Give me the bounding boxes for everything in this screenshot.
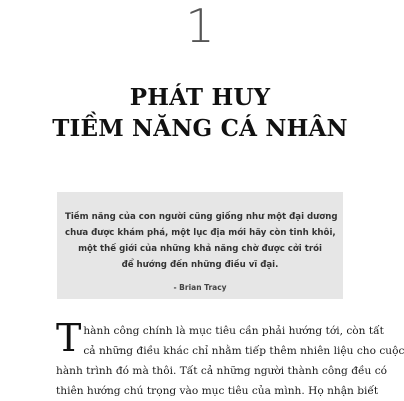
- body-line: hành trình đó mà thôi. Tất cả những người thành công đều có: [56, 365, 388, 377]
- chapter-title-line: TIỀM NĂNG CÁ NHÂN: [52, 115, 348, 142]
- epigraph-quote-text: [65, 209, 338, 273]
- epigraph-quote-box: [57, 192, 343, 299]
- body-paragraph: [56, 316, 404, 401]
- body-line: thiên hướng chú trọng vào mục tiêu của mình. Họ nhận biết: [56, 385, 379, 397]
- chapter-number: 1: [185, 0, 215, 53]
- body-line: cả những điều khác chỉ nhằm tiếp thêm nhiên liệu cho cuộc: [83, 345, 404, 357]
- quote-author: - Brian Tracy: [173, 283, 227, 292]
- quote-line: một thế giới của những khả năng chờ được cởi trói: [78, 244, 322, 254]
- quote-line: Tiềm năng của con người cũng giống như một đại dương: [65, 212, 338, 222]
- quote-line: để hướng đến những điều vĩ đại.: [121, 260, 279, 270]
- drop-cap: T: [56, 316, 82, 360]
- chapter-title-line: PHÁT HUY: [129, 84, 271, 111]
- quote-line: chưa được khám phá, một lục địa mới hãy còn tinh khôi,: [65, 228, 336, 238]
- chapter-title: [0, 82, 400, 144]
- body-line: hành công chính là mục tiêu cần phải hướng tới, còn tất: [83, 325, 384, 337]
